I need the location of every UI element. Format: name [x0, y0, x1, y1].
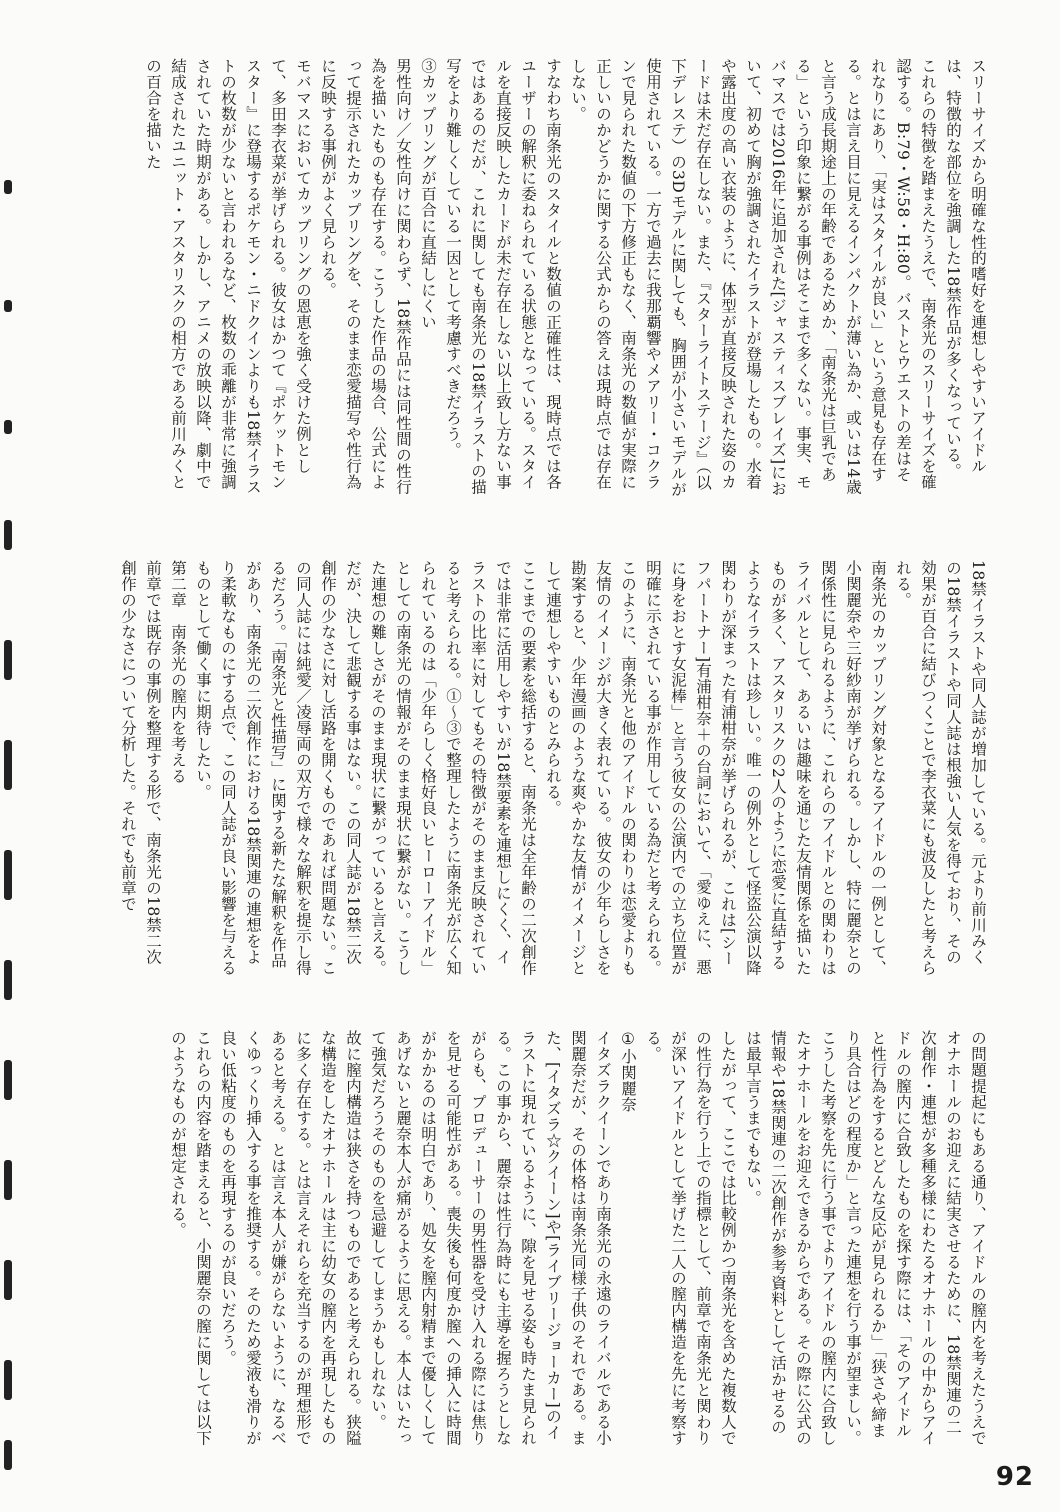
page-number: 92: [995, 1462, 1034, 1492]
binding-edge-marks: [0, 0, 20, 1512]
text-section-bottom: の問題提起にもある通り、アイドルの膣内を考えたうえでオナホールのお迎えに結実させるために、18禁関連の二次創作・連想が多種多様にわたるオナホールの中からアイドルの膣内に合致したものを探す際には、「そのアイドルと性行為をするとどんな反応が見られるか」「狭さや締まり具合はどの程度か」と言った連想を行う事が望ましい。こうした考察を先に行う事でよりアイドルの膣内に合致したオナホールをお迎えできるからである。その際に公式の情報や18禁関連の二次創作が参考資料として活かせるのは最早言うまでもない。 したがって、ここでは比較例かつ南条光を含めた複数人での性行為を行う上での指標として、前章で南条光と関わりが深いアイドルとして挙げた二人の膣内構造を先に考察する。 ①小関麗奈 イタズラクイーンであり南条光の永遠のライバルである小関麗奈だが、その体格は南条光同様子供のそれである。また、[イタズラ☆クイーン]や[ライブリージョーカー]のイラストに現れているように、隙を見せる姿も時たま見られる。この事から、麗奈は性行為時にも主導を握ろうとしながらも、プロデューサーの男性器を受け入れる際には焦りを見せる可能性がある。喪失後も何度か膣への挿入に時間がかかるのは明白であり、処女を膣内射精まで優しくしてあげないと麗奈本人が痛がるように思える。本人はいたって強気だろうそのものを忌避してしまうかもしれない。 故に膣内構造は狭さを持つものであると考えられる。狭隘な構造をしたオナホールは主に幼女の膣内を再現したものに多く存在する。とは言えそれらを充当するのが理想形であると考える。とは言え本人が嫌がらないように、なるべくゆっくり挿入する事を推奨する。そのため愛液も滑りが良い低粘度のものを再現するのが良いだろう。 これらの内容を踏まえると、小関麗奈の膣に関しては以下のようなものが想定される。: [169, 1030, 987, 1446]
text-section-middle: 18禁イラストや同人誌が増加している。元より前川みくの18禁イラストや同人誌は根強い人気を得ており、その効果が百合に結びつくことで李衣菜にも波及したと考えられる。 南条光のカップリング対象となるアイドルの一例として、小関麗奈や三好紗南が挙げられる。しかし、特に麗奈との関係性に見られるように、これらのアイドルとの関わりはライバルとして、あるいは趣味を通じた友情関係を描いたものが多く、アスタリスクの2人のように恋愛に直結するようなイラストは珍しい。唯一の例外として怪盗公演以降関わりが深まった有浦柑奈が挙げられるが、これは[シーフパートナー]有浦柑奈＋の台詞において、「愛ゆえに、悪に身をおとす女泥棒」と言う彼女の公演内での立ち位置が明確に示されている事が作用している為だと考えられる。 このように、南条光と他のアイドルの関わりは恋愛よりも友情のイメージが大きく表れている。彼女の少年らしさを勘案すると、少年漫画のような爽やかな友情がイメージとして連想しやすいものとみられる。 ここまでの要素を総括すると、南条光は全年齢の二次創作では非常に活用しやすいが18禁要素を連想しにくく、イラストの比率に対してもその特徴がそのまま反映されていると考えられる。①〜③で整理したように南条光が広く知られているのは「少年らしく格好良いヒーローアイドル」としての南条光の情報がそのまま現状に繋がない。こうした連想の難しさがそのまま現状に繋がっていると言える。 だが、決して悲観する事はない。この同人誌が18禁二次創作の少なさに対し活路を開くものであれば問題ない。この同人誌には純愛／凌辱両の双方で様々な解釈を提示し得るだろう。「南条光と性描写」に関する新たな解釈を作品があり、南条光の二次創作における18禁関連の連想をより柔軟なものにする点で、この同人誌が良い影響を与えるものとして働く事に期待したい。 第二章 南条光の膣内を考える 前章では既存の事例を整理する形で、南条光の18禁二次創作の少なさについて分析した。それでも前章で: [119, 560, 987, 976]
text-section-top: スリーサイズから明確な性的嗜好を連想しやすいアイドルは、特徴的な部位を強調した18禁作品が多くなっている。 これらの特徴を踏まえたうえで、南条光のスリーサイズを確認する。B:79・W:58・H:80。バストとウエストの差はそれなりにあり、「実はスタイルが良い」という意見も存在する。とは言え目に見えるインパクトが薄い為か、或いは14歳と言う成長期途上の年齢であるためか、「南条光は巨乳である」という印象に繋がる事例はそこまで多くない。事実、モバマスでは2016年に追加された[ジャスティスブレイズ]において、初めて胸が強調されたイラストが登場したもの。水着や露出度の高い衣装のように、体型が直接反映された姿のカードは未だ存在しない。また、『スターライトステージ』（以下デレステ）の3Dモデルに関しても、胸囲が小さいモデルが使用されている。一方で過去に我那覇響やメアリー・コクランで見られた数値の下方修正もなく、南条光の数値が実際に正しいのかどうかに関する公式からの答えは現時点では存在しない。 すなわち南条光のスタイルと数値の正確性は、現時点では各ユーザーの解釈に委ねられている状態となっている。スタイルを直接反映したカードが未だ存在しない以上致し方ない事ではあるのだが、これに関しても南条光の18禁イラストの描写をより難しくしている一因として考慮すべきだろう。 ③カップリングが百合に直結しにくい 男性向け／女性向けに関わらず、18禁作品には同性間の性行為を描いたものも存在する。こうした作品の場合、公式によって提示されたカップリングを、そのまま恋愛描写や性行為に反映する事例がよく見られる。 モバマスにおいてカップリングの恩恵を強く受けた例として、多田李衣菜が挙げられる。彼女はかつて『ポケットモンスター』に登場するポケモン・ニドクインよりも18禁イラストの枚数が少ないと言われるなど、枚数の乖離が非常に強調されていた時期がある。しかし、アニメの放映以降、劇中で結成されたユニット・アスタリスクの相方である前川みくとの百合を描いた: [144, 58, 987, 498]
